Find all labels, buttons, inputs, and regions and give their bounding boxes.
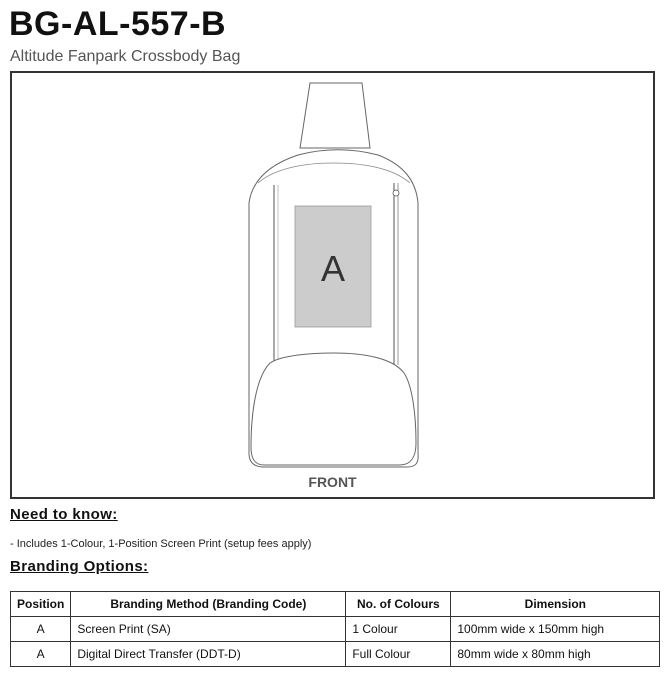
view-label: FRONT (308, 474, 357, 490)
table-row (11, 642, 660, 667)
print-area-label: A (320, 248, 346, 289)
need-to-know-heading: Need to know: (10, 506, 118, 523)
branding-options-heading: Branding Options: (10, 558, 149, 575)
cell-dimension: 100mm wide x 150mm high (451, 617, 660, 642)
column-header-dimension: Dimension (451, 592, 660, 617)
column-header-position: Position (11, 592, 71, 617)
column-header-colours: No. of Colours (346, 592, 451, 617)
cell-dimension: 80mm wide x 80mm high (451, 642, 660, 667)
column-header-method: Branding Method (Branding Code) (71, 592, 346, 617)
branding-options-table (10, 591, 660, 667)
cell-method: Screen Print (SA) (71, 617, 346, 642)
table-header-row (11, 592, 660, 617)
product-illustration-frame (10, 71, 655, 499)
bag-front-drawing (12, 73, 653, 497)
cell-method: Digital Direct Transfer (DDT-D) (71, 642, 346, 667)
cell-position: A (11, 617, 71, 642)
cell-colours: 1 Colour (346, 617, 451, 642)
cell-position: A (11, 642, 71, 667)
cell-colours: Full Colour (346, 642, 451, 667)
product-name: Altitude Fanpark Crossbody Bag (10, 48, 241, 65)
table-row (11, 617, 660, 642)
product-code: BG-AL-557-B (9, 5, 227, 43)
need-to-know-note: - Includes 1-Colour, 1-Position Screen Print (setup fees apply) (10, 538, 312, 550)
